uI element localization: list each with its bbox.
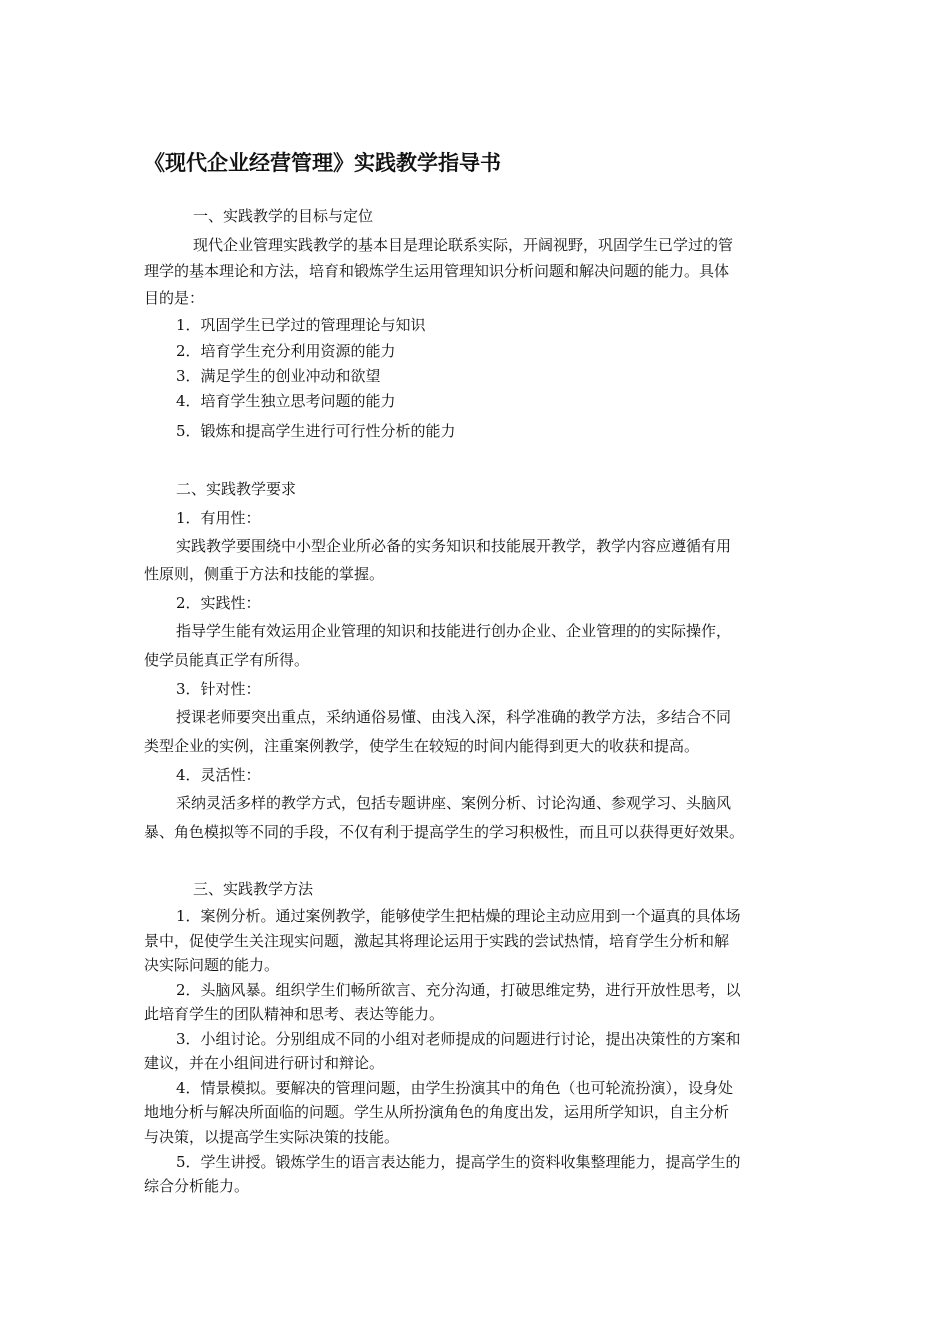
paragraph-line: 性原则，侧重于方法和技能的掌握。 — [144, 565, 385, 583]
paragraph-line: 使学员能真正学有所得。 — [144, 651, 310, 669]
document-title: 《现代企业经营管理》实践教学指导书 — [144, 150, 501, 175]
paragraph-line: 类型企业的实例，注重案例教学，使学生在较短的时间内能得到更大的收获和提高。 — [144, 737, 700, 755]
list-item: 2．实践性： — [176, 594, 261, 612]
list-item: 5．锻炼和提高学生进行可行性分析的能力 — [176, 422, 456, 440]
paragraph-line: 授课老师要突出重点，采纳通俗易懂、由浅入深，科学准确的教学方法，多结合不同 — [176, 708, 732, 726]
paragraph-line: 综合分析能力。 — [144, 1177, 250, 1195]
list-item: 4．情景模拟。要解决的管理问题，由学生扮演其中的角色（也可轮流扮演），设身处 — [176, 1079, 734, 1097]
paragraph-line: 建议，并在小组间进行研讨和辩论。 — [144, 1054, 385, 1072]
list-item: 1．案例分析。通过案例教学，能够使学生把枯燥的理论主动应用到一个逼真的具体场 — [176, 907, 741, 925]
paragraph-line: 采纳灵活多样的教学方式，包括专题讲座、案例分析、讨论沟通、参观学习、头脑风 — [176, 794, 732, 812]
list-item: 3．针对性： — [176, 680, 261, 698]
paragraph-line: 暴、角色模拟等不同的手段，不仅有利于提高学生的学习积极性，而且可以获得更好效果。 — [144, 823, 745, 841]
list-item: 2．培育学生充分利用资源的能力 — [176, 342, 396, 360]
list-item: 2．头脑风暴。组织学生们畅所欲言、充分沟通，打破思维定势，进行开放性思考，以 — [176, 981, 741, 999]
paragraph-line: 目的是： — [144, 289, 205, 307]
list-item: 5．学生讲授。锻炼学生的语言表达能力，提高学生的资料收集整理能力，提高学生的 — [176, 1153, 741, 1171]
section-heading: 三、实践教学方法 — [193, 880, 314, 898]
list-item: 3．满足学生的创业冲动和欲望 — [176, 367, 381, 385]
paragraph-line: 实践教学要围绕中小型企业所必备的实务知识和技能展开教学，教学内容应遵循有用 — [176, 537, 732, 555]
list-item: 1．巩固学生已学过的管理理论与知识 — [176, 316, 426, 334]
paragraph-line: 地地分析与解决所面临的问题。学生从所扮演角色的角度出发，运用所学知识，自主分析 — [144, 1103, 730, 1121]
paragraph-line: 指导学生能有效运用企业管理的知识和技能进行创办企业、企业管理的的实际操作， — [176, 622, 732, 640]
paragraph-line: 景中，促使学生关注现实问题，激起其将理论运用于实践的尝试热情，培育学生分析和解 — [144, 932, 730, 950]
paragraph-line: 理学的基本理论和方法，培育和锻炼学生运用管理知识分析问题和解决问题的能力。具体 — [144, 262, 730, 280]
paragraph-line: 决实际问题的能力。 — [144, 956, 280, 974]
list-item: 4．培育学生独立思考问题的能力 — [176, 392, 396, 410]
section-heading: 一、实践教学的目标与定位 — [193, 207, 374, 225]
paragraph-line: 现代企业管理实践教学的基本目是理论联系实际，开阔视野，巩固学生已学过的管 — [193, 236, 734, 254]
list-item: 1．有用性： — [176, 509, 261, 527]
list-item: 4．灵活性： — [176, 766, 261, 784]
list-item: 3．小组讨论。分别组成不同的小组对老师提成的问题进行讨论，提出决策性的方案和 — [176, 1030, 741, 1048]
paragraph-line: 此培育学生的团队精神和思考、表达等能力。 — [144, 1005, 445, 1023]
paragraph-line: 与决策，以提高学生实际决策的技能。 — [144, 1128, 400, 1146]
section-heading: 二、实践教学要求 — [176, 480, 297, 498]
